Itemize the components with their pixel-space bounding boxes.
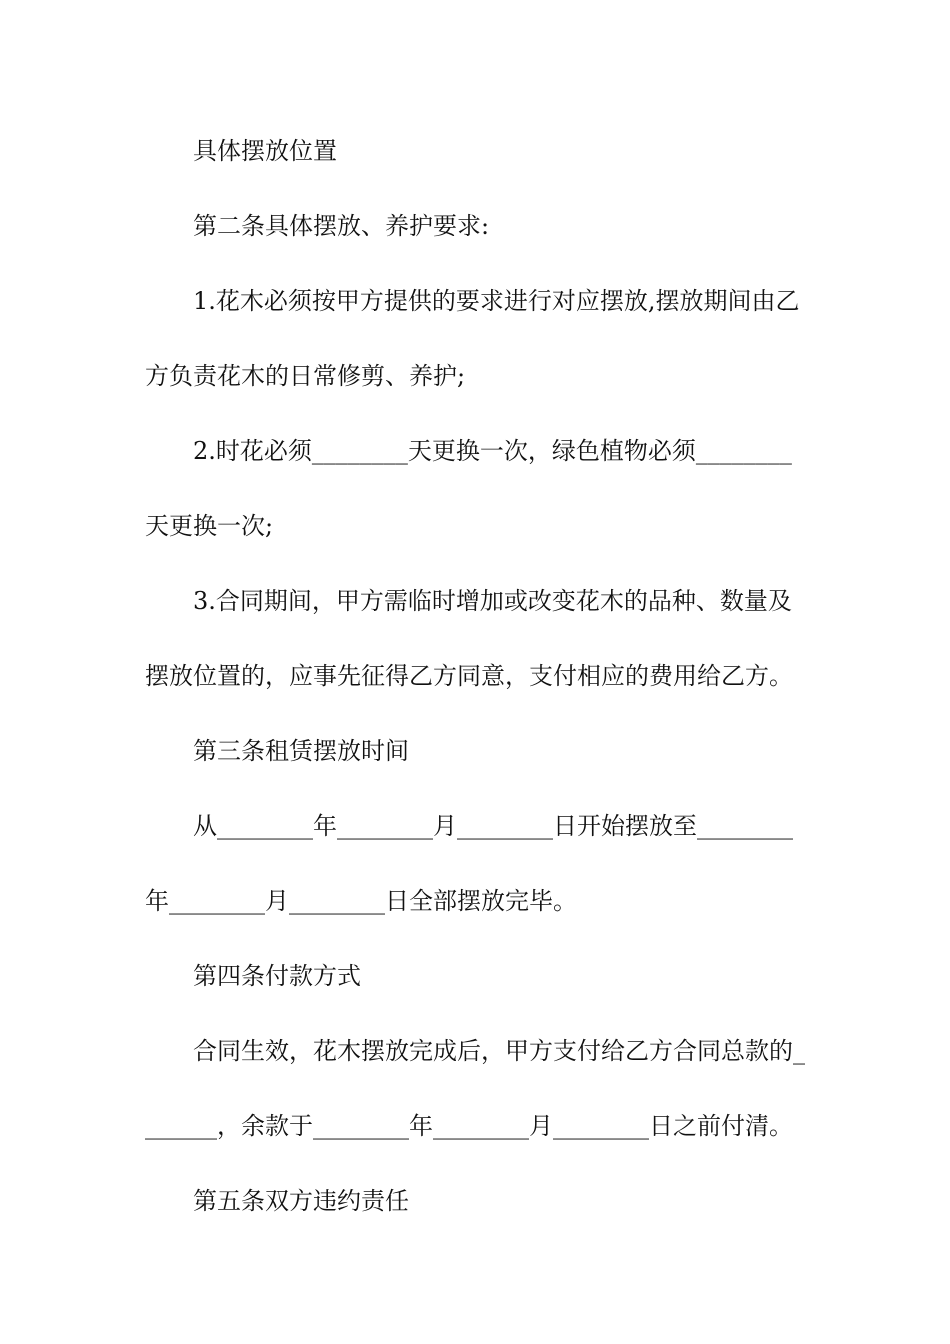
clause-2-2-line-2: 天更换一次;	[145, 512, 274, 540]
clause-2-2-line-1: 2.时花必须________天更换一次，绿色植物必须________	[193, 437, 792, 465]
article-5-heading: 第五条双方违约责任	[193, 1187, 409, 1215]
clause-2-3-line-2: 摆放位置的，应事先征得乙方同意，支付相应的费用给乙方。	[145, 662, 793, 690]
clause-2-1-line-2: 方负责花木的日常修剪、养护;	[145, 362, 466, 390]
article-4-heading: 第四条付款方式	[193, 962, 361, 990]
article-2-heading: 第二条具体摆放、养护要求:	[193, 212, 490, 240]
clause-2-1-line-1: 1.花木必须按甲方提供的要求进行对应摆放,摆放期间由乙	[193, 287, 800, 315]
clause-2-3-line-1: 3.合同期间，甲方需临时增加或改变花木的品种、数量及	[193, 587, 792, 615]
text-line-position-heading: 具体摆放位置	[193, 137, 337, 165]
article-3-line-1: 从________年________月________日开始摆放至________	[193, 812, 793, 840]
article-3-heading: 第三条租赁摆放时间	[193, 737, 409, 765]
article-3-line-2: 年________月________日全部摆放完毕。	[145, 887, 577, 915]
article-4-line-1: 合同生效，花木摆放完成后，甲方支付给乙方合同总款的_	[193, 1037, 805, 1065]
article-4-line-2: ______，余款于________年________月________日之前付清。	[145, 1112, 793, 1140]
